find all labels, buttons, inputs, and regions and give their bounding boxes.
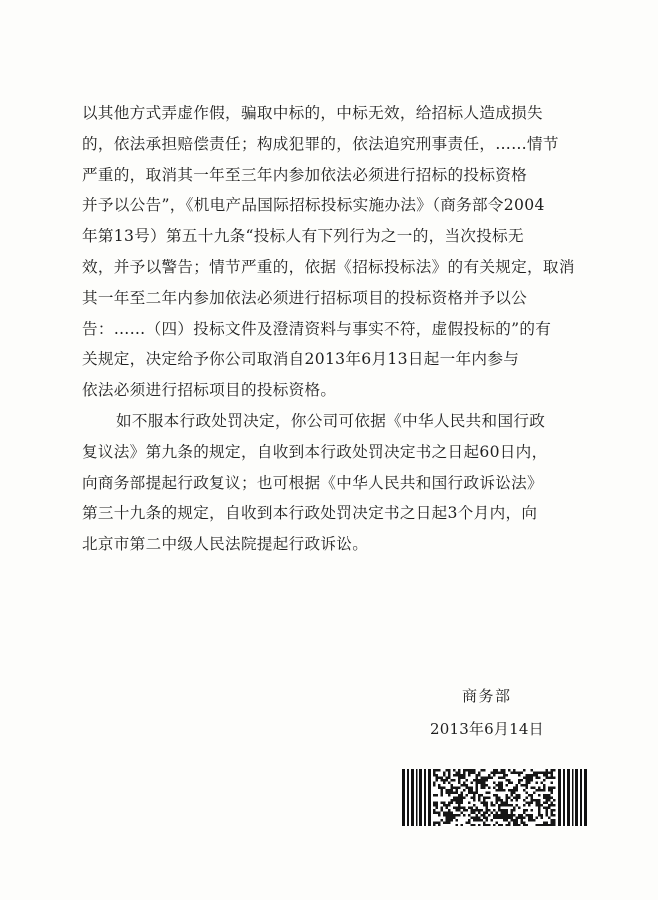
- body-line: 的，依法承担赔偿责任；构成犯罪的，依法追究刑事责任，……情节: [82, 134, 559, 153]
- body-line: 效，并予以警告；情节严重的，依据《招标投标法》的有关规定，取消: [82, 257, 575, 276]
- document-body: [82, 98, 592, 560]
- body-line: 依法必须进行招标项目的投标资格。: [82, 381, 337, 400]
- issue-date: 2013年6月14日: [430, 720, 544, 738]
- body-line: 其一年至二年内参加依法必须进行招标项目的投标资格并予以公: [82, 288, 528, 307]
- body-line: 第三十九条的规定，自收到本行政处罚决定书之日起3个月内，向: [82, 504, 538, 523]
- body-line: 如不服本行政处罚决定，你公司可依据《中华人民共和国行政: [116, 411, 546, 430]
- barcode-image: [402, 769, 587, 826]
- body-line: 以其他方式弄虚作假，骗取中标的，中标无效，给招标人造成损失: [82, 104, 543, 122]
- body-line: 告：……（四）投标文件及澄清资料与事实不符，虚假投标的”的有: [82, 319, 552, 338]
- body-line: 向商务部提起行政复议；也可根据《中华人民共和国行政诉讼法》: [82, 473, 543, 492]
- body-line: 严重的，取消其一年至三年内参加依法必须进行招标的投标资格: [82, 165, 528, 184]
- body-line: 并予以公告”，《机电产品国际招标投标实施办法》（商务部令2004: [82, 196, 545, 215]
- body-line: 年第13号）第五十九条“投标人有下列行为之一的，当次投标无: [82, 227, 524, 246]
- body-line: 北京市第二中级人民法院提起行政诉讼。: [82, 535, 369, 554]
- issuer-signature: 商务部: [462, 687, 512, 705]
- body-line: 复议法》第九条的规定，自收到本行政处罚决定书之日起60日内，: [82, 442, 548, 461]
- body-line: 关规定，决定给予你公司取消自2013年6月13日起一年内参与: [82, 350, 520, 369]
- barcode-graphic: [402, 769, 587, 826]
